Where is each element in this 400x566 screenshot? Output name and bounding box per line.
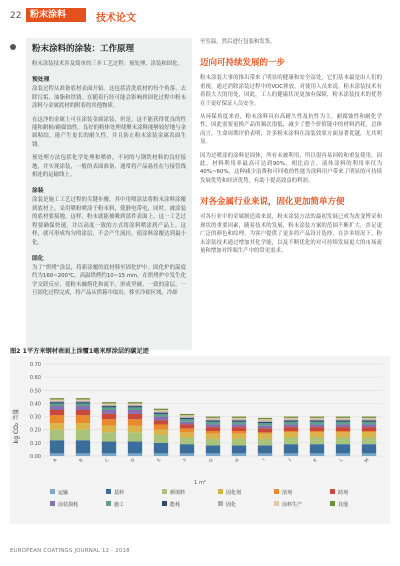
bar-segment: [362, 422, 376, 425]
bar-segment: [128, 403, 142, 404]
y-tick-label: 0.30: [29, 414, 41, 421]
y-tick-label: 0.00: [29, 454, 41, 460]
bar-segment: [310, 417, 324, 418]
chart-legend: [50, 489, 348, 508]
bar-segment: [284, 432, 298, 437]
bar-segment: [362, 417, 376, 418]
legend-swatch: [106, 489, 111, 494]
bar-segment: [50, 410, 64, 415]
bar-segment: [50, 402, 64, 403]
figure-chart: [10, 356, 390, 524]
bar-segment: [154, 413, 168, 414]
y-axis-label: kg CO₂ 当量: [13, 408, 20, 444]
bar-segment: [310, 438, 324, 445]
bar-segment: [206, 445, 220, 453]
bar-segment: [258, 445, 272, 453]
x-tick-label: J: [287, 458, 293, 463]
bar-segment: [102, 403, 116, 404]
bar-segment: [206, 422, 220, 425]
bar-segment: [128, 432, 142, 441]
bar-segment: [258, 418, 272, 419]
pretreatment-para-2: 在这净的金属上可在涂装金属涂装，但是，这不能获得优良的性能和耐候/耐腐蚀性。良好的粉体处理使聚末涂料能够较好地与金属粘结，能产生更长的耐久性，并且防止粉末涂装金属表面生锈。: [32, 116, 186, 148]
y-tick-label: 0.20: [29, 427, 41, 434]
legend-label: 基料: [114, 490, 125, 496]
bar-segment: [284, 427, 298, 431]
bar-segment: [336, 432, 350, 437]
bar-segment: [258, 423, 272, 426]
page-header: [0, 0, 400, 32]
legend-label: 助剂: [338, 490, 349, 496]
y-tick-label: 0.40: [29, 401, 41, 408]
bar-segment: [336, 453, 350, 456]
bar-segment: [206, 419, 220, 420]
x-tick-label: K: [312, 458, 319, 464]
bar-segment: [50, 399, 64, 400]
bar-segment: [180, 419, 194, 422]
x-tick-label: E: [156, 458, 163, 464]
bar-segment: [102, 426, 116, 433]
bar-segment: [310, 444, 324, 453]
bar-segment: [310, 421, 324, 422]
bar-segment: [362, 444, 376, 453]
legend-label: 运输: [58, 490, 69, 496]
bar-segment: [50, 423, 64, 430]
bar-segment: [206, 417, 220, 418]
sustainability-para-1: 粉末涂装大事的推出带来了明显的健康和安全益处，它们基本最是由人们的重视。通过消除涂装过程中的VOC排放，对使用人员来说，粉末涂装技术有着很大大的用处，因此，工人的健康状况更加有保障，粉末涂装技术的优势在于更好保证人员安全。: [200, 75, 382, 107]
bar-segment: [180, 424, 194, 428]
bar-segment: [50, 403, 64, 406]
bar-segment: [102, 407, 116, 410]
chart-bars: [50, 398, 376, 456]
x-tick-label: L: [339, 458, 345, 464]
bar-segment: [154, 417, 168, 421]
bar-segment: [180, 415, 194, 416]
bar-segment: [50, 440, 64, 453]
bar-segment: [102, 410, 116, 414]
bar-segment: [284, 418, 298, 419]
bar-segment: [50, 401, 64, 402]
bar-segment: [362, 427, 376, 431]
bar-segment: [232, 445, 246, 453]
bar-segment: [180, 417, 194, 418]
legend-label: 溶剂: [282, 490, 293, 496]
x-tick-label: H: [234, 458, 241, 464]
x-tick-label: F: [183, 458, 189, 464]
bar-segment: [310, 431, 324, 432]
bar-segment: [180, 438, 194, 445]
bullet-marker: [10, 44, 16, 50]
bar-segment: [310, 418, 324, 419]
x-unit-label: 1 m²: [194, 480, 206, 486]
bar-segment: [336, 438, 350, 445]
bar-segment: [180, 453, 194, 456]
x-tick-labels: [52, 457, 371, 465]
bar-segment: [206, 427, 220, 431]
bar-segment: [232, 419, 246, 420]
bar-segment: [76, 399, 90, 400]
bar-segment: [336, 421, 350, 422]
bar-segment: [50, 430, 64, 441]
bar-segment: [362, 421, 376, 422]
bar-segment: [180, 422, 194, 425]
bar-segment: [284, 431, 298, 432]
legend-label: 固化剂: [226, 490, 242, 496]
y-tick-label: 0.50: [29, 388, 41, 395]
subsection-title: 技术论文: [96, 13, 136, 24]
bar-segment: [128, 426, 142, 433]
legend-swatch: [50, 501, 55, 506]
bar-segment: [284, 422, 298, 425]
bar-segment: [76, 410, 90, 415]
bar-segment: [102, 453, 116, 456]
bar-segment: [362, 424, 376, 427]
bar-segment: [336, 431, 350, 432]
bar-segment: [76, 430, 90, 441]
y-tick-label: 0.10: [29, 440, 41, 447]
bar-segment: [284, 444, 298, 453]
bar-segment: [50, 415, 64, 423]
bar-segment: [102, 414, 116, 419]
bar-segment: [128, 453, 142, 456]
bar-segment: [76, 440, 90, 453]
main-column: [200, 38, 382, 260]
bar-segment: [258, 422, 272, 423]
coating-para: 涂装是施工工艺过程的关键步骤，其中用喷涂法将粉末涂料涂覆到底材上。采用喷粉喷涂于粉末料，使静电带电，同时，被涂装的底材要接地，这样，粉末就能被吸到部件表面上。这一工艺过程要确保快速，并以高度一致的方式将涂料喷涂到产品上。这样，就可形成均匀的涂层，不会产生流挂，使涂料涂覆达到最小化。: [32, 197, 186, 246]
legend-swatch: [50, 489, 55, 494]
bar-segment: [258, 421, 272, 422]
bar-segment: [258, 426, 272, 429]
bar-segment: [76, 453, 90, 456]
bar-segment: [76, 401, 90, 402]
legend-label: 能耗: [170, 502, 181, 508]
legend-label: 固化: [226, 502, 237, 508]
legend-swatch: [330, 501, 335, 506]
bar-segment: [362, 438, 376, 445]
bar-segment: [154, 421, 168, 425]
coating-heading: 涂装: [32, 188, 44, 195]
bar-segment: [258, 434, 272, 439]
sidebar-intro: 粉末涂装技术涉及简单的三步工艺过程：预处理、涂装和固化。: [32, 61, 183, 67]
bar-segment: [102, 402, 116, 403]
x-tick-label: B: [78, 458, 85, 464]
bar-segment: [232, 453, 246, 456]
bar-segment: [258, 419, 272, 420]
legend-label: 涂料生产: [282, 502, 303, 508]
bar-segment: [206, 434, 220, 439]
bar-segment: [76, 398, 90, 399]
curing-para: 为了“烘烤”涂层，将新涂覆的底材移至固化炉中。固化炉的温度约为160~200℃。高温烘烤约10~15 min。在烘烤炉中发生化学交联反应，使粉末融熔化和流平，形成坚硬、一致的涂层，一旦固化过程完成，将产品从烘箱中取出，移至冷却区域，冷却: [32, 264, 186, 297]
bar-segment: [154, 409, 168, 410]
bar-segment: [362, 432, 376, 437]
bar-segment: [336, 417, 350, 418]
bar-segment: [310, 424, 324, 427]
bar-segment: [258, 439, 272, 446]
bar-segment: [362, 431, 376, 432]
bar-segment: [76, 403, 90, 406]
curing-heading: 固化: [32, 255, 44, 262]
bar-segment: [154, 435, 168, 443]
bar-segment: [362, 453, 376, 456]
bar-segment: [128, 402, 142, 403]
section-heading-sustainability: 迈向可持续发展的一步: [200, 58, 286, 69]
bar-segment: [128, 410, 142, 414]
bar-segment: [232, 434, 246, 439]
bar-segment: [76, 415, 90, 423]
sustainability-para-3: 因为过喷涂的涂料是固体，所有未被利用，所以很容易回收和重复使用，因此，材料利用率最高可达到90%，相比而言，液体涂料的利用率仅为40%~60%，这种减少浪费和可回收的性能为涂料用户带来了明显的可持续发展优势和经济优势，有助于提高效益的利润。: [200, 152, 382, 184]
x-tick-label: A: [52, 458, 59, 464]
bar-segment: [128, 442, 142, 454]
bar-segment: [232, 424, 246, 427]
bar-segment: [154, 414, 168, 417]
bar-segment: [50, 398, 64, 399]
bar-segment: [310, 453, 324, 456]
x-tick-label: D: [130, 458, 137, 464]
bar-segment: [102, 432, 116, 441]
legend-label: 施工: [114, 502, 125, 508]
bar-segment: [76, 402, 90, 403]
pretreatment-para-3: 预处理方法包括化学处理和喷砂，不同的与钢铁材料的良好接地，并实现涂装，一般的表面准备，通常将产品悬挂在与接管线相连的运输线上。: [32, 155, 186, 179]
legend-swatch: [106, 501, 111, 506]
legend-swatch: [274, 501, 279, 506]
pretreatment-para-1: 涂装过程从准备底材表面开始。这包括清洗底材的每个角落、去除污垢、油脂和铁锈。在随着行经可能会影响到固化过程中粉末涂料与金属底材的附着的其他物质。: [32, 86, 186, 110]
bar-segment: [154, 443, 168, 454]
bar-segment: [258, 428, 272, 432]
bar-segment: [232, 439, 246, 446]
bar-segment: [284, 424, 298, 427]
bar-segment: [128, 414, 142, 419]
bar-segment: [232, 418, 246, 419]
page-number: 22: [10, 11, 22, 21]
bar-segment: [336, 424, 350, 427]
bar-segment: [128, 419, 142, 426]
bar-segment: [310, 422, 324, 425]
bar-segment: [50, 453, 64, 456]
bar-segment: [50, 406, 64, 410]
legend-label: 颜填料: [170, 490, 186, 496]
bar-segment: [336, 422, 350, 425]
figure-title: 图2 1平方米钢材表面上涂覆1毫米厚涂层的碳足迹: [10, 348, 149, 355]
bar-segment: [102, 406, 116, 407]
x-tick-label: C: [104, 458, 111, 464]
footer-journal: EUROPEAN COATINGS JOURNAL 12 - 2018: [10, 548, 130, 554]
bar-segment: [310, 419, 324, 420]
pretreatment-heading: 预处理: [32, 77, 50, 84]
bar-segment: [206, 431, 220, 434]
bar-segment: [154, 424, 168, 429]
bar-segment: [128, 407, 142, 410]
bar-segment: [154, 430, 168, 435]
bar-segment: [128, 405, 142, 406]
bar-segment: [336, 418, 350, 419]
y-tick-label: 0.60: [29, 375, 41, 382]
bar-segment: [180, 418, 194, 419]
x-tick-label: I: [261, 458, 267, 463]
y-tick-label: 0.70: [29, 362, 41, 368]
bar-segment: [362, 419, 376, 420]
sidebar-title: 粉末涂料的涂装：工作原理: [32, 44, 135, 54]
bar-segment: [336, 427, 350, 431]
legend-swatch: [162, 489, 167, 494]
bar-segment: [180, 432, 194, 437]
legend-label: 涂装损耗: [58, 502, 79, 508]
continued-text: 至室温，然后进行包装和发货。: [200, 39, 276, 45]
bar-segment: [76, 423, 90, 430]
bar-segment: [232, 421, 246, 422]
bar-segment: [362, 418, 376, 419]
bar-segment: [128, 406, 142, 407]
bar-segment: [336, 444, 350, 453]
bar-segment: [154, 453, 168, 456]
legend-label: 其他: [338, 502, 349, 508]
legend-swatch: [218, 489, 223, 494]
x-tick-label: G: [208, 458, 215, 464]
bar-segment: [284, 419, 298, 420]
bar-segment: [206, 418, 220, 419]
bar-segment: [102, 442, 116, 454]
bar-segment: [180, 414, 194, 415]
bar-segment: [206, 424, 220, 427]
bar-segment: [284, 421, 298, 422]
bar-segment: [232, 427, 246, 431]
bar-segment: [336, 419, 350, 420]
bar-segment: [206, 439, 220, 446]
bar-segment: [310, 427, 324, 431]
chart-svg: [10, 356, 390, 524]
section-heading-metal: 对各金属行业来说，固化更加简单方便: [200, 197, 345, 208]
metal-para: 对各行业中的金属制造商来说，粉末涂装方法的最初发展已成为改变博采和现状的重要因素，随着技术的发展，粉末涂装方案的范围不断扩大，涉足更广泛的颜色和纹理，为客户提供了更多的产品设计选择。在涉多情况下，粉末涂装技术通过增加其化学能，以及不断优化的对可持续发展更大的市场流量和增加对终端生产中的常见需求。: [200, 214, 382, 254]
bar-segment: [76, 406, 90, 410]
bar-segment: [180, 428, 194, 432]
bar-segment: [232, 417, 246, 418]
bar-segment: [180, 444, 194, 453]
bar-segment: [206, 453, 220, 456]
bar-segment: [206, 421, 220, 422]
bar-segment: [284, 417, 298, 418]
bar-segment: [154, 411, 168, 412]
bar-segment: [284, 438, 298, 445]
x-tick-label: M: [364, 458, 371, 465]
section-tab: 粉末涂料: [26, 8, 86, 22]
bar-segment: [258, 453, 272, 456]
sustainability-para-2: 从环保角度来看，粉末涂料具有高耐久性及抗性为主，耐腐蚀性和耐化学性，因此需要更换产品的频次很低，减少了整个价值链中的材料消耗，总体而言，生命周期评价表明，许多粉末涂料在涂装效果方面显著优越，尤其明显。: [200, 114, 382, 146]
legend-swatch: [330, 489, 335, 494]
legend-swatch: [218, 501, 223, 506]
bar-segment: [232, 431, 246, 434]
sidebar-box: [26, 38, 192, 350]
bar-segment: [258, 432, 272, 433]
bar-segment: [310, 432, 324, 437]
bar-segment: [232, 422, 246, 425]
bar-segment: [154, 410, 168, 411]
bar-segment: [284, 453, 298, 456]
bar-segment: [102, 405, 116, 406]
bar-segment: [102, 419, 116, 426]
legend-swatch: [162, 501, 167, 506]
legend-swatch: [274, 489, 279, 494]
